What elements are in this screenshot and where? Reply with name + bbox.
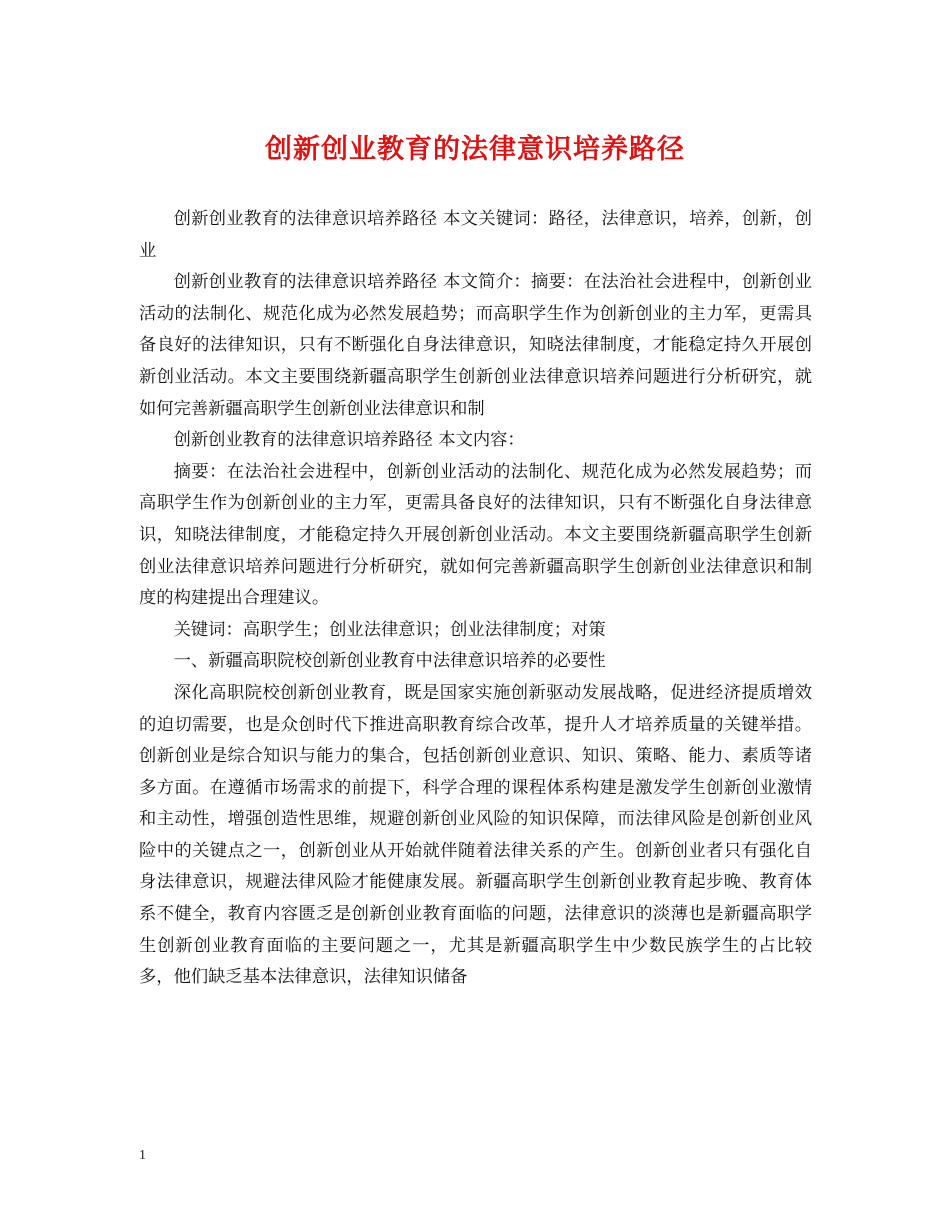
- section-heading: 一、新疆高职院校创新创业教育中法律意识培养的必要性: [173, 651, 606, 672]
- body-paragraph: 深化高职院校创新创业教育，既是国家实施创新驱动发展战略，促进经济提质增效的迫切需要，也是众创时代下推进高职教育综合改革，提升人才培养质量的关键举措。创新创业是综合知识与能力的集合，包括创新创业意识、知识、策略、能力、素质等诸多方面。在遵循市场需求的前提下，科学合理的课程体系构建是激发学生创新创业激情和主动性，增强创造性思维，规避创新创业风险的知识保障，而法律风险是创新创业风险中的关键点之一，创新创业从开始就伴随着法律关系的产生。创新创业者只有强化自身法律意识，规避法律风险才能健康发展。新疆高职学生创新创业教育起步晚、教育体系不健全，教育内容匮乏是创新创业教育面临的问题，法律意识的淡薄也是新疆高职学生创新创业教育面临的主要问题之一，尤其是新疆高职学生中少数民族学生的占比较多，他们缺乏基本法律意识，法律知识储备: [139, 682, 812, 988]
- document-body: [139, 204, 812, 994]
- keyword-list-paragraph: 关键词：高职学生；创业法律意识；创业法律制度；对策: [173, 619, 606, 640]
- summary-paragraph: 创新创业教育的法律意识培养路径 本文简介：摘要：在法治社会进程中，创新创业活动的法制化、规范化成为必然发展趋势；而高职学生作为创新创业的主力军，更需具备良好的法律知识，只有不断强化自身法律意识，知晓法律制度，才能稳定持久开展创新创业活动。本文主要围绕新疆高职学生创新创业法律意识培养问题进行分析研究，就如何完善新疆高职学生创新创业法律意识和制: [139, 272, 812, 419]
- abstract-paragraph: 摘要：在法治社会进程中，创新创业活动的法制化、规范化成为必然发展趋势；而高职学生作为创新创业的主力军，更需具备良好的法律知识，只有不断强化自身法律意识，知晓法律制度，才能稳定持久开展创新创业活动。本文主要围绕新疆高职学生创新创业法律意识培养问题进行分析研究，就如何完善新疆高职学生创新创业法律意识和制度的构建提出合理建议。: [139, 461, 812, 609]
- page-number: 1: [139, 1148, 146, 1163]
- document-title: 创新创业教育的法律意识培养路径: [265, 134, 685, 165]
- content-intro-paragraph: 创新创业教育的法律意识培养路径 本文内容：: [173, 430, 525, 451]
- keywords-paragraph: 创新创业教育的法律意识培养路径 本文关键词：路径，法律意识，培养，创新，创业: [139, 209, 812, 261]
